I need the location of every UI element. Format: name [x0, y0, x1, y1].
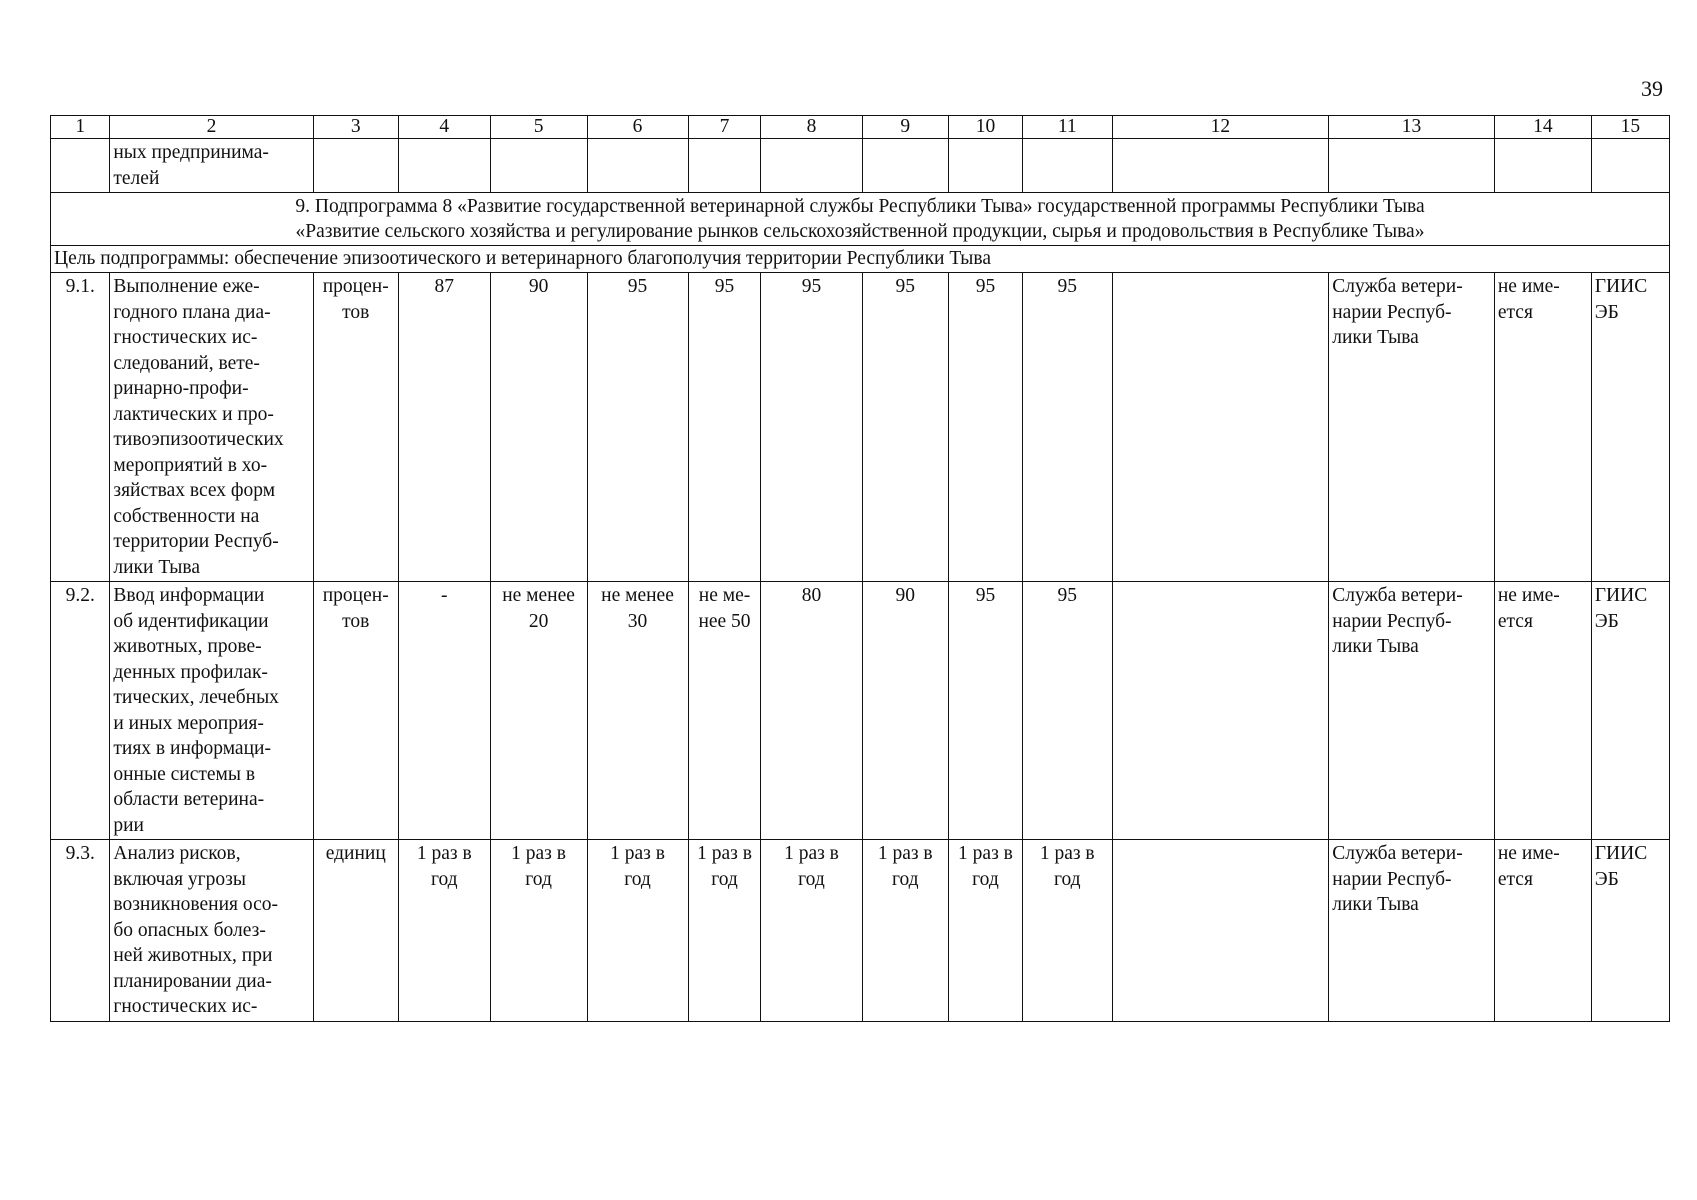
cell-value-11: 95: [1022, 582, 1112, 840]
continuation-cell-row-number: [51, 139, 110, 193]
cell-responsible: Служба ветери- нарии Респуб- лики Тыва: [1329, 840, 1495, 1022]
cell-row-number: 9.1.: [51, 273, 110, 582]
cell-responsible: Служба ветери- нарии Респуб- лики Тыва: [1329, 582, 1495, 840]
table-body: [51, 116, 1670, 1022]
column-number-6: 6: [587, 116, 688, 139]
goal-row: [51, 246, 1670, 273]
column-number-row: [51, 116, 1670, 139]
subprogram-goal: Цель подпрограммы: обеспечение эпизоотического и ветеринарного благополучия территории Республики Тыва: [51, 246, 1670, 273]
section-title: [51, 193, 1670, 246]
cell-row-number: 9.2.: [51, 582, 110, 840]
table-row: [51, 582, 1670, 840]
cell-value-7: не ме- нее 50: [688, 582, 761, 840]
continuation-cell-source: [1591, 139, 1669, 193]
column-number-14: 14: [1494, 116, 1591, 139]
cell-value-5: не менее 20: [490, 582, 587, 840]
cell-value-6: не менее 30: [587, 582, 688, 840]
cell-note: [1112, 582, 1329, 840]
cell-unit: процен- тов: [313, 582, 398, 840]
cell-indicator-name: Анализ рисков, включая угрозы возникновения осо- бо опасных болез- ней животных, при планировании диа- гностических ис-: [110, 840, 313, 1022]
column-number-12: 12: [1112, 116, 1329, 139]
cell-indicator-name: Ввод информации об идентификации животных, прове- денных профилак- тических, лечебных и иных мероприя- тиях в информаци- онные системы в области ветерина- рии: [110, 582, 313, 840]
section-title-row: [51, 193, 1670, 246]
cell-indicator-name: Выполнение еже- годного плана диа- гностических ис- следований, вете- ринарно-профи- лактических и про- тивоэпизоотических мероприятий в хо- зяйствах всех форм собственности на территории Респуб- лики Тыва: [110, 273, 313, 582]
column-number-13: 13: [1329, 116, 1495, 139]
continuation-cell-value-10: [948, 139, 1022, 193]
column-number-7: 7: [688, 116, 761, 139]
cell-value-11: 1 раз в год: [1022, 840, 1112, 1022]
cell-value-4: 1 раз в год: [398, 840, 490, 1022]
column-number-11: 11: [1022, 116, 1112, 139]
continuation-cell-value-5: [490, 139, 587, 193]
column-number-1: 1: [51, 116, 110, 139]
cell-value-11: 95: [1022, 273, 1112, 582]
cell-unit: единиц: [313, 840, 398, 1022]
column-number-9: 9: [862, 116, 948, 139]
cell-methodology: не име- ется: [1494, 273, 1591, 582]
indicators-table: [50, 115, 1670, 1022]
cell-value-4: 87: [398, 273, 490, 582]
cell-value-5: 1 раз в год: [490, 840, 587, 1022]
cell-value-10: 95: [948, 582, 1022, 840]
table-row: [51, 840, 1670, 1022]
continuation-cell-value-6: [587, 139, 688, 193]
cell-value-9: 1 раз в год: [862, 840, 948, 1022]
cell-value-8: 1 раз в год: [761, 840, 862, 1022]
cell-source: ГИИС ЭБ: [1591, 273, 1669, 582]
cell-value-4: -: [398, 582, 490, 840]
cell-value-7: 1 раз в год: [688, 840, 761, 1022]
cell-value-9: 90: [862, 582, 948, 840]
cell-value-6: 95: [587, 273, 688, 582]
section-title-line1: 9. Подпрограмма 8 «Развитие государственной ветеринарной службы Республики Тыва» государственной программы Республики Тыва: [295, 196, 1425, 217]
column-number-8: 8: [761, 116, 862, 139]
section-title-line2: «Развитие сельского хозяйства и регулирование рынков сельскохозяйственной продукции, сырья и продовольствия в Республике Тыва»: [295, 221, 1425, 242]
cell-source: ГИИС ЭБ: [1591, 840, 1669, 1022]
continuation-cell-value-8: [761, 139, 862, 193]
cell-value-5: 90: [490, 273, 587, 582]
cell-value-8: 95: [761, 273, 862, 582]
continuation-cell-indicator-name: ных предпринима- телей: [110, 139, 313, 193]
cell-note: [1112, 273, 1329, 582]
cell-value-10: 95: [948, 273, 1022, 582]
cell-value-9: 95: [862, 273, 948, 582]
cell-value-6: 1 раз в год: [587, 840, 688, 1022]
continuation-row: [51, 139, 1670, 193]
continuation-cell-value-11: [1022, 139, 1112, 193]
cell-row-number: 9.3.: [51, 840, 110, 1022]
continuation-cell-value-7: [688, 139, 761, 193]
column-number-3: 3: [313, 116, 398, 139]
column-number-5: 5: [490, 116, 587, 139]
cell-value-7: 95: [688, 273, 761, 582]
column-number-4: 4: [398, 116, 490, 139]
continuation-cell-value-4: [398, 139, 490, 193]
cell-value-8: 80: [761, 582, 862, 840]
continuation-cell-note: [1112, 139, 1329, 193]
continuation-cell-value-9: [862, 139, 948, 193]
cell-value-10: 1 раз в год: [948, 840, 1022, 1022]
cell-unit: процен- тов: [313, 273, 398, 582]
cell-methodology: не име- ется: [1494, 582, 1591, 840]
column-number-15: 15: [1591, 116, 1669, 139]
column-number-10: 10: [948, 116, 1022, 139]
column-number-2: 2: [110, 116, 313, 139]
continuation-cell-unit: [313, 139, 398, 193]
continuation-cell-methodology: [1494, 139, 1591, 193]
table-row: [51, 273, 1670, 582]
cell-methodology: не име- ется: [1494, 840, 1591, 1022]
page-number: 39: [1641, 76, 1663, 101]
cell-source: ГИИС ЭБ: [1591, 582, 1669, 840]
cell-responsible: Служба ветери- нарии Респуб- лики Тыва: [1329, 273, 1495, 582]
continuation-cell-responsible: [1329, 139, 1495, 193]
cell-note: [1112, 840, 1329, 1022]
